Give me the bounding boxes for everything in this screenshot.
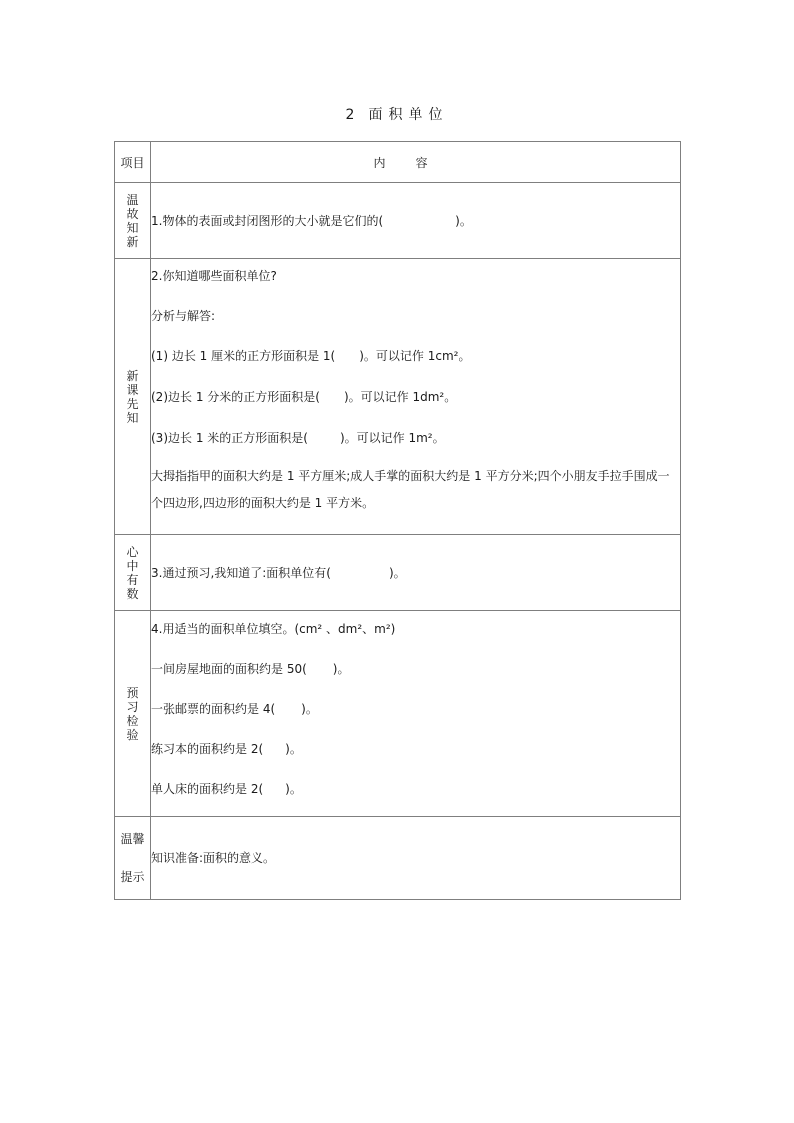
question-text-end: )。可以记作 1dm²。 (343, 390, 457, 404)
section-label: 心中有数 (126, 544, 139, 601)
section-label-cell (115, 611, 151, 817)
section-label-cell (115, 259, 151, 535)
tip-text: 知识准备:面积的意义。 (151, 851, 276, 865)
question-text-end: )。 (389, 565, 406, 580)
question-text: 3.通过预习,我知道了:面积单位有( (151, 565, 331, 580)
question-line (151, 430, 680, 446)
section-summary-row (115, 535, 681, 611)
question-line (151, 389, 680, 405)
section-content-cell (151, 183, 681, 259)
question-text-end: )。 (285, 782, 302, 796)
lesson-title: 面积单位 (368, 107, 449, 123)
section-label: 预习检验 (126, 685, 139, 742)
question-text: 1.物体的表面或封闭图形的大小就是它们的( (151, 213, 384, 228)
explanation-paragraph: 大拇指指甲的面积大约是 1 平方厘米;成人手掌的面积大约是 1 平方分米;四个小朋友手拉手围成一个四边形,四边形的面积大约是 1 平方米。 (151, 469, 670, 510)
section-label-cell (115, 535, 151, 611)
question-text-end: )。可以记作 1cm²。 (359, 349, 471, 363)
section-content-cell (151, 535, 681, 611)
question-text-end: )。 (301, 702, 318, 716)
question-line: 4.用适当的面积单位填空。(cm² 、dm²、m²) (151, 622, 396, 636)
question-text: 一间房屋地面的面积约是 50( (151, 662, 307, 676)
header-label: 项目 (120, 155, 145, 170)
question-text-end: )。可以记作 1m²。 (339, 431, 445, 445)
question-text: (3)边长 1 米的正方形面积是( (151, 431, 308, 445)
question-line (151, 701, 680, 717)
question-text: 一张邮票的面积约是 4( (151, 702, 276, 716)
section-label-cell (115, 183, 151, 259)
question-text: 单人床的面积约是 2( (151, 782, 264, 796)
header-content-cell (151, 142, 681, 183)
section-newlesson-row (115, 259, 681, 535)
section-label-top: 温馨 (120, 832, 145, 846)
section-content-cell (151, 259, 681, 535)
header-content: 内容 (373, 155, 458, 170)
section-label: 温故知新 (126, 192, 139, 249)
section-check-row (115, 611, 681, 817)
section-review-row (115, 183, 681, 259)
section-tip-row (115, 817, 681, 900)
header-label-cell (115, 142, 151, 183)
question-text: (2)边长 1 分米的正方形面积是( (151, 390, 320, 404)
question-text: 练习本的面积约是 2( (151, 742, 264, 756)
page-title (0, 104, 794, 124)
question-line (151, 213, 680, 229)
question-line: 2.你知道哪些面积单位? (151, 269, 277, 283)
question-line (151, 741, 680, 757)
section-content-cell (151, 611, 681, 817)
question-line (151, 565, 680, 581)
question-text: (1) 边长 1 厘米的正方形面积是 1( (151, 349, 336, 363)
section-label: 新课先知 (126, 368, 139, 425)
question-line (151, 661, 680, 677)
section-content-cell (151, 817, 681, 900)
question-line (151, 781, 680, 797)
worksheet-table (114, 141, 681, 900)
analysis-heading: 分析与解答: (151, 309, 216, 323)
question-line (151, 348, 680, 364)
question-text-end: )。 (285, 742, 302, 756)
section-label-cell (115, 817, 151, 900)
header-row (115, 142, 681, 183)
lesson-number: 2 (345, 107, 355, 123)
question-text-end: )。 (455, 213, 472, 228)
section-label-bottom: 提示 (120, 870, 145, 884)
question-text-end: )。 (332, 662, 350, 676)
